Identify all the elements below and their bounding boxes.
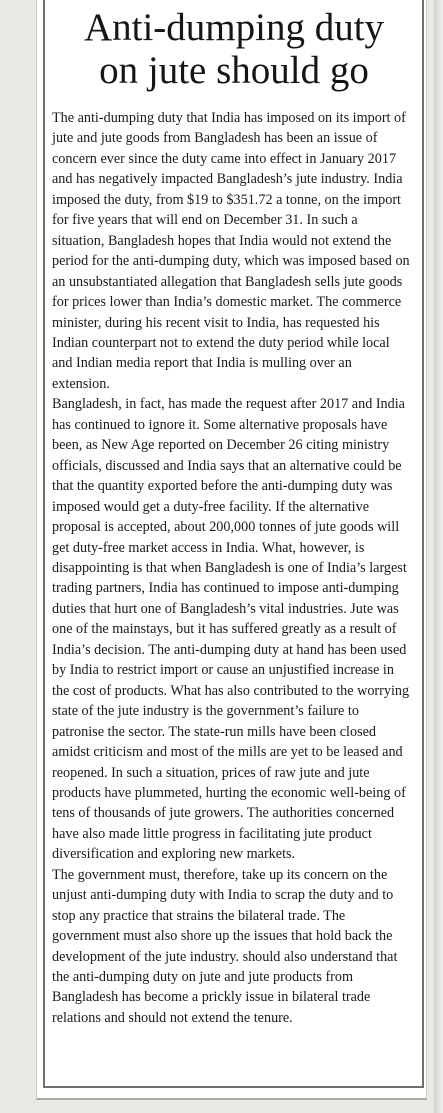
paragraph-2: Bangladesh, in fact, has made the request after 2017 and India has continued to ignore it. Some alternative proposals have been, as New Age reported on December 26 citing ministry officials, discussed and India says that an alternative could be that the quantity exported before the anti-dumping duty was imposed would get a duty-free facility. If the alternative proposal is accepted, about 200,000 tonnes of jute goods will get duty-free market access in India. What, however, is disappointing is that when Bangladesh is one of India’s largest trading partners, India has continued to impose anti-dumping duties that hurt one of Bangladesh’s vital industries. Jute was one of the mainstays, but it has suffered greatly as a result of India’s decision. The anti-dumping duty at hand has been used by India to restrict import or cause an unjustified increase in the cost of products. What has also contributed to the worrying state of the jute industry is the government’s failure to patronise the sector. The state-run mills have been closed amidst criticism and most of the mills are yet to be leased and reopened. In such a situation, prices of raw jute and jute products have plummeted, hurting the economic well-being of tens of thousands of jute growers. The authorities concerned have also made little progress in facilitating jute product diversification and exploring new markets.	[52, 396, 410, 863]
paragraph-3: The government must, therefore, take up its concern on the unjust anti-dumping duty with India to scrap the duty and to stop any practice that strains the bilateral trade. The government must also shore up the issues that hold back the development of the jute industry. should also understand that the anti-dumping duty on jute and jute products from Bangladesh has become a prickly issue in bilateral trade relations and should not extend the tenure.	[52, 866, 398, 1026]
paragraph-1: The anti-dumping duty that India has imposed on its import of jute and jute goods from Bangladesh has been an issue of concern ever since the duty came into effect in January 2017 and has negatively impacted Bangladesh’s jute industry. India imposed the duty, from $19 to $351.72 a tonne, on the import for five years that will end on December 31. In such a situation, Bangladesh hopes that India would not extend the period for the anti-dumping duty, which was imposed based on an unsubstantiated allegation that Bangladesh sells jute goods for prices lower than India’s domestic market. The commerce minister, during his recent visit to India, has requested his Indian counterpart not to extend the duty period while local and Indian media report that India is mulling over an extension.	[52, 110, 410, 392]
article-body	[52, 108, 412, 1028]
headline	[48, 6, 420, 92]
headline-line-1: Anti-dumping duty	[83, 6, 385, 49]
page-gutter	[434, 0, 443, 1113]
headline-line-2: on jute should go	[99, 49, 369, 92]
